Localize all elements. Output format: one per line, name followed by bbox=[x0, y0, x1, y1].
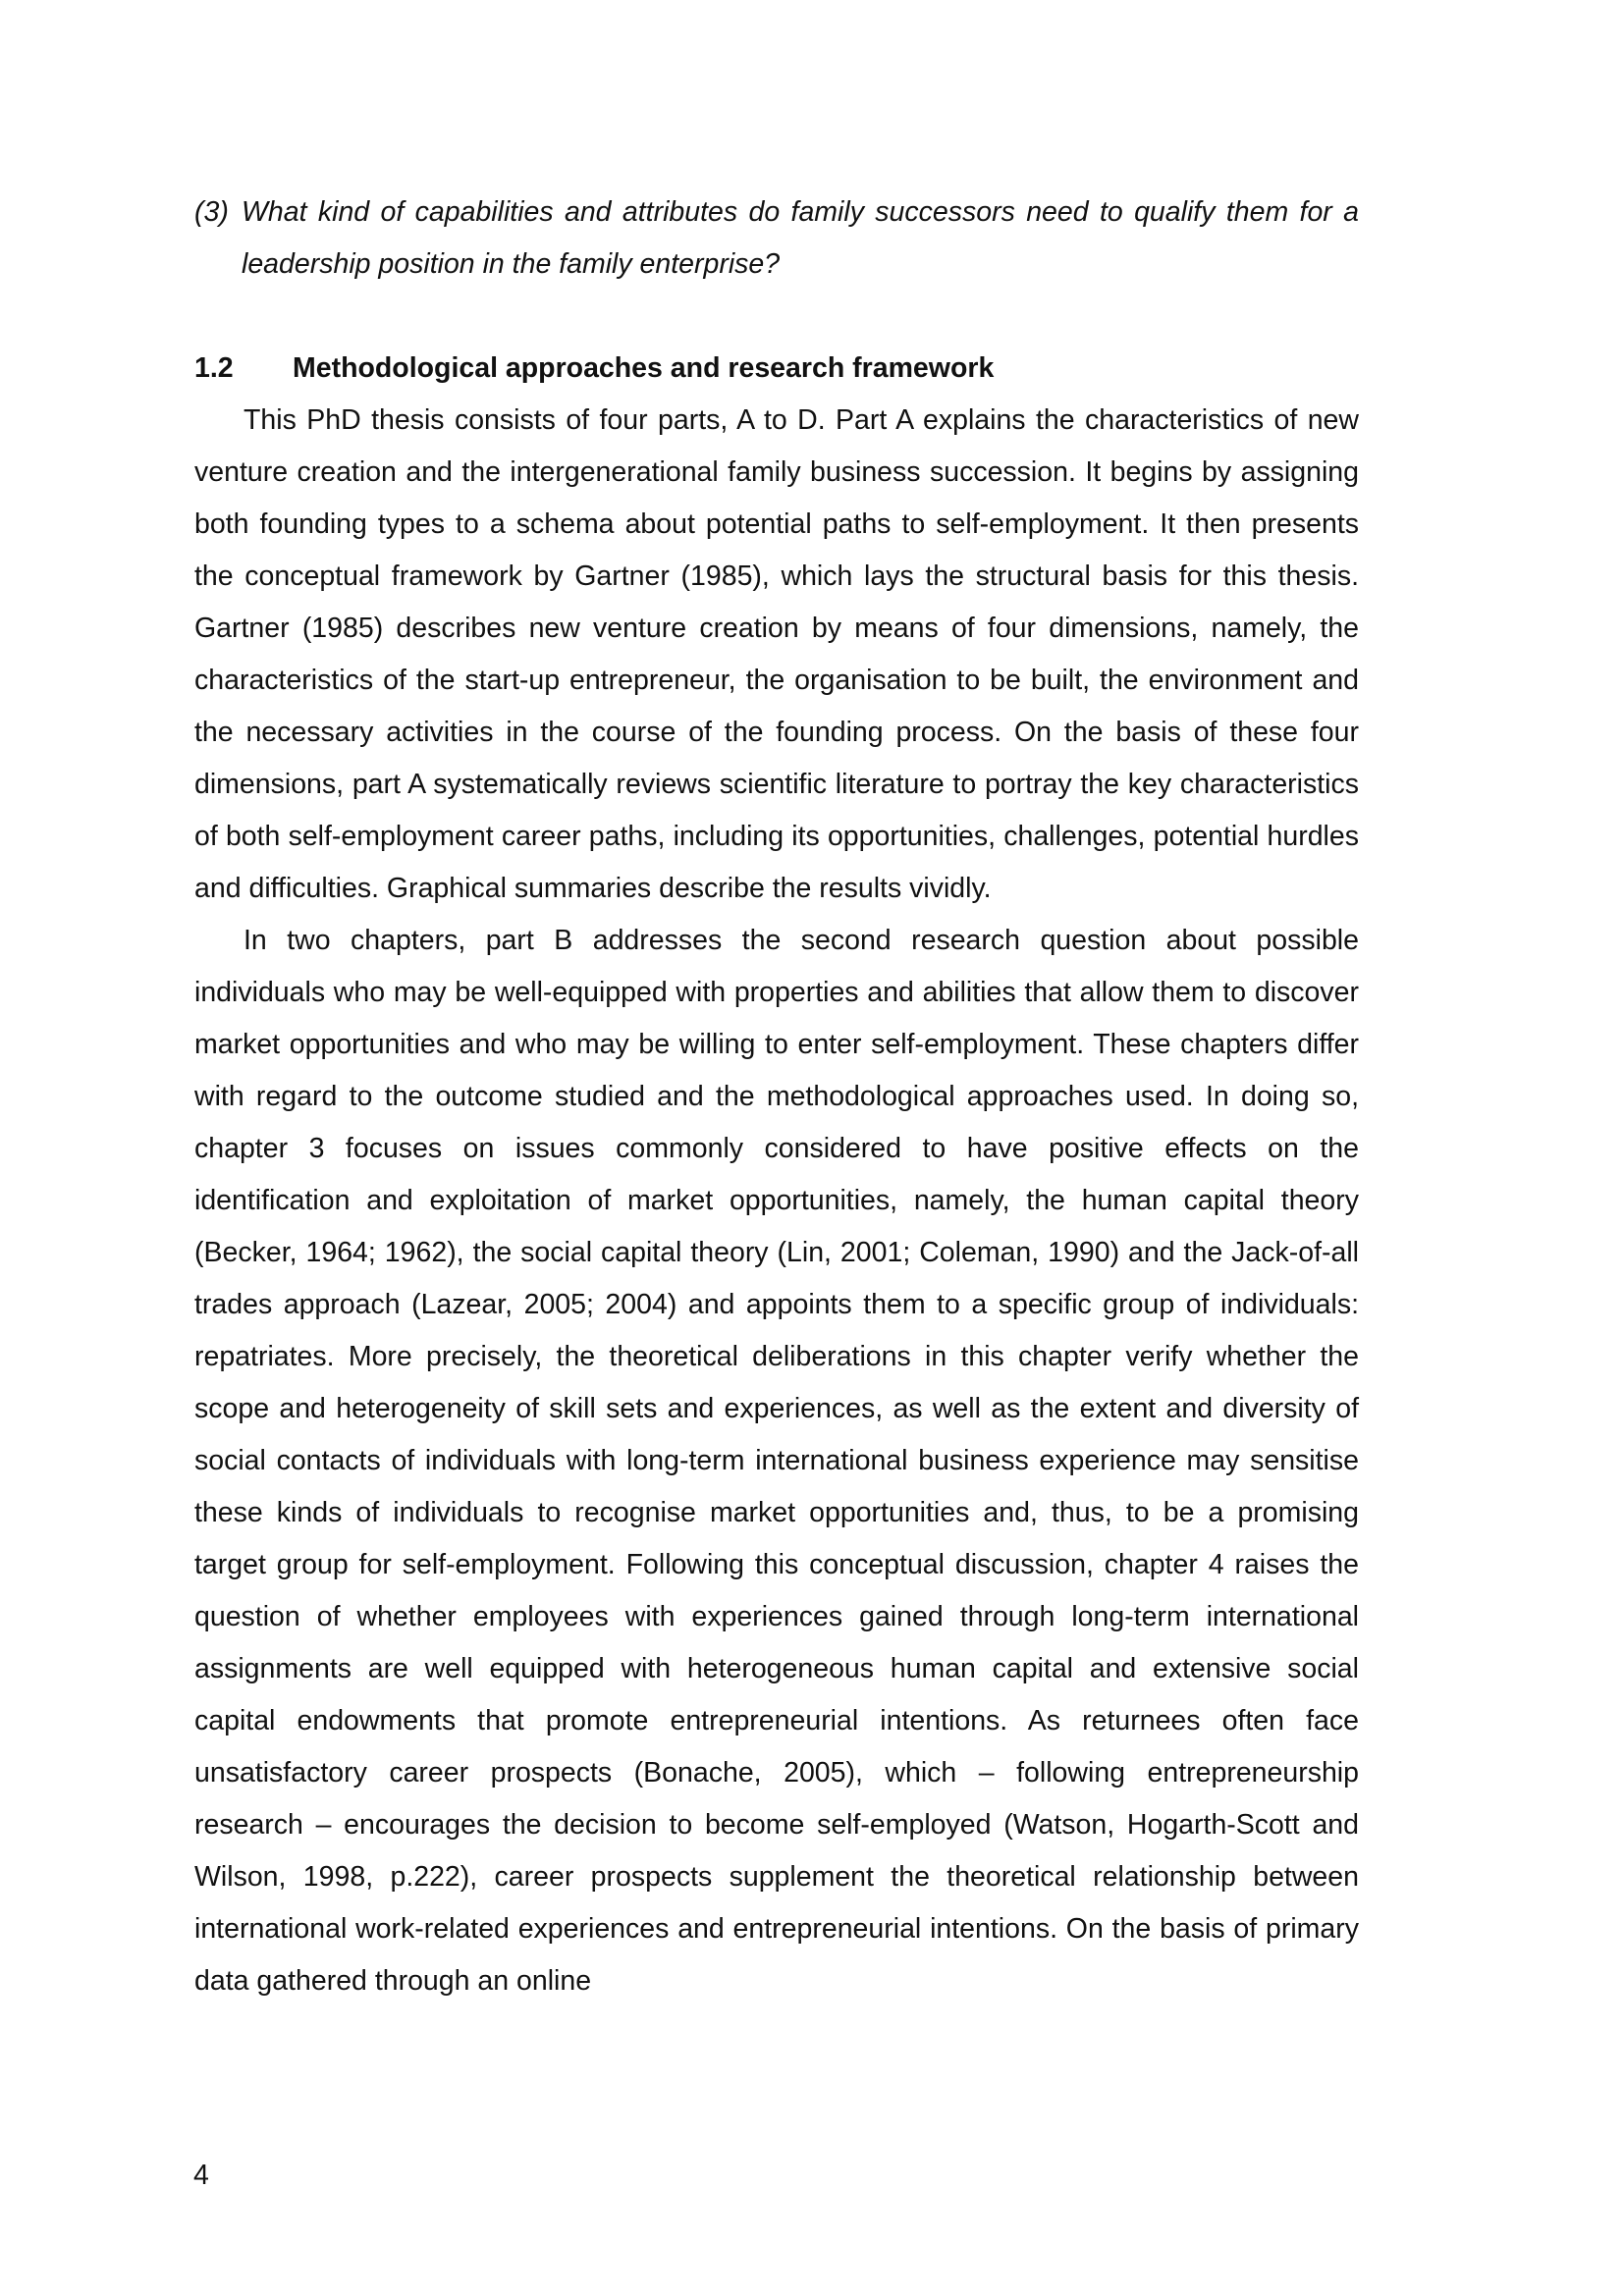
paragraph-part-a: This PhD thesis consists of four parts, A to D. Part A explains the characteristics of new venture creation and the intergenerational family business succession. It begins by assigning both founding types to a schema about potential paths to self-employment. It then presents the conceptual framework by Gartner (1985), which lays the structural basis for this thesis. Gartner (1985) describes new venture creation by means of four dimensions, namely, the characteristics of the start-up entrepreneur, the organisation to be built, the environment and the necessary activities in the course of the founding process. On the basis of these four dimensions, part A systematically reviews scientific literature to portray the key characteristics of both self-employment career paths, including its opportunities, challenges, potential hurdles and difficulties. Graphical summaries describe the results vividly. bbox=[194, 404, 1359, 904]
page-number: 4 bbox=[193, 2160, 209, 2191]
section-number: 1.2 bbox=[194, 352, 234, 384]
question-text: What kind of capabilities and attributes do family successors need to qualify them for a leadership position in the family enterprise? bbox=[242, 196, 1359, 280]
research-question-3 bbox=[194, 187, 1359, 291]
section-heading bbox=[194, 343, 1359, 395]
page-content bbox=[194, 187, 1359, 2007]
section-title: Methodological approaches and research framework bbox=[293, 352, 995, 384]
paragraph-part-b: In two chapters, part B addresses the second research question about possible individuals who may be well-equipped with properties and abilities that allow them to discover market opportunities and who may be willing to enter self-employment. These chapters differ with regard to the outcome studied and the methodological approaches used. In doing so, chapter 3 focuses on issues commonly considered to have positive effects on the identification and exploitation of market opportunities, namely, the human capital theory (Becker, 1964; 1962), the social capital theory (Lin, 2001; Coleman, 1990) and the Jack-of-all trades approach (Lazear, 2005; 2004) and appoints them to a specific group of individuals: repatriates. More precisely, the theoretical deliberations in this chapter verify whether the scope and heterogeneity of skill sets and experiences, as well as the extent and diversity of social contacts of individuals with long-term international business experience may sensitise these kinds of individuals to recognise market opportunities and, thus, to be a promising target group for self-employment. Following this conceptual discussion, chapter 4 raises the question of whether employees with experiences gained through long-term international assignments are well equipped with heterogeneous human capital and extensive social capital endowments that promote entrepreneurial intentions. As returnees often face unsatisfactory career prospects (Bonache, 2005), which – following entrepreneurship research – encourages the decision to become self-employed (Watson, Hogarth-Scott and Wilson, 1998, p.222), career prospects supplement the theoretical relationship between international work-related experiences and entrepreneurial intentions. On the basis of primary data gathered through an online bbox=[194, 925, 1359, 1997]
question-number: (3) bbox=[194, 196, 229, 228]
